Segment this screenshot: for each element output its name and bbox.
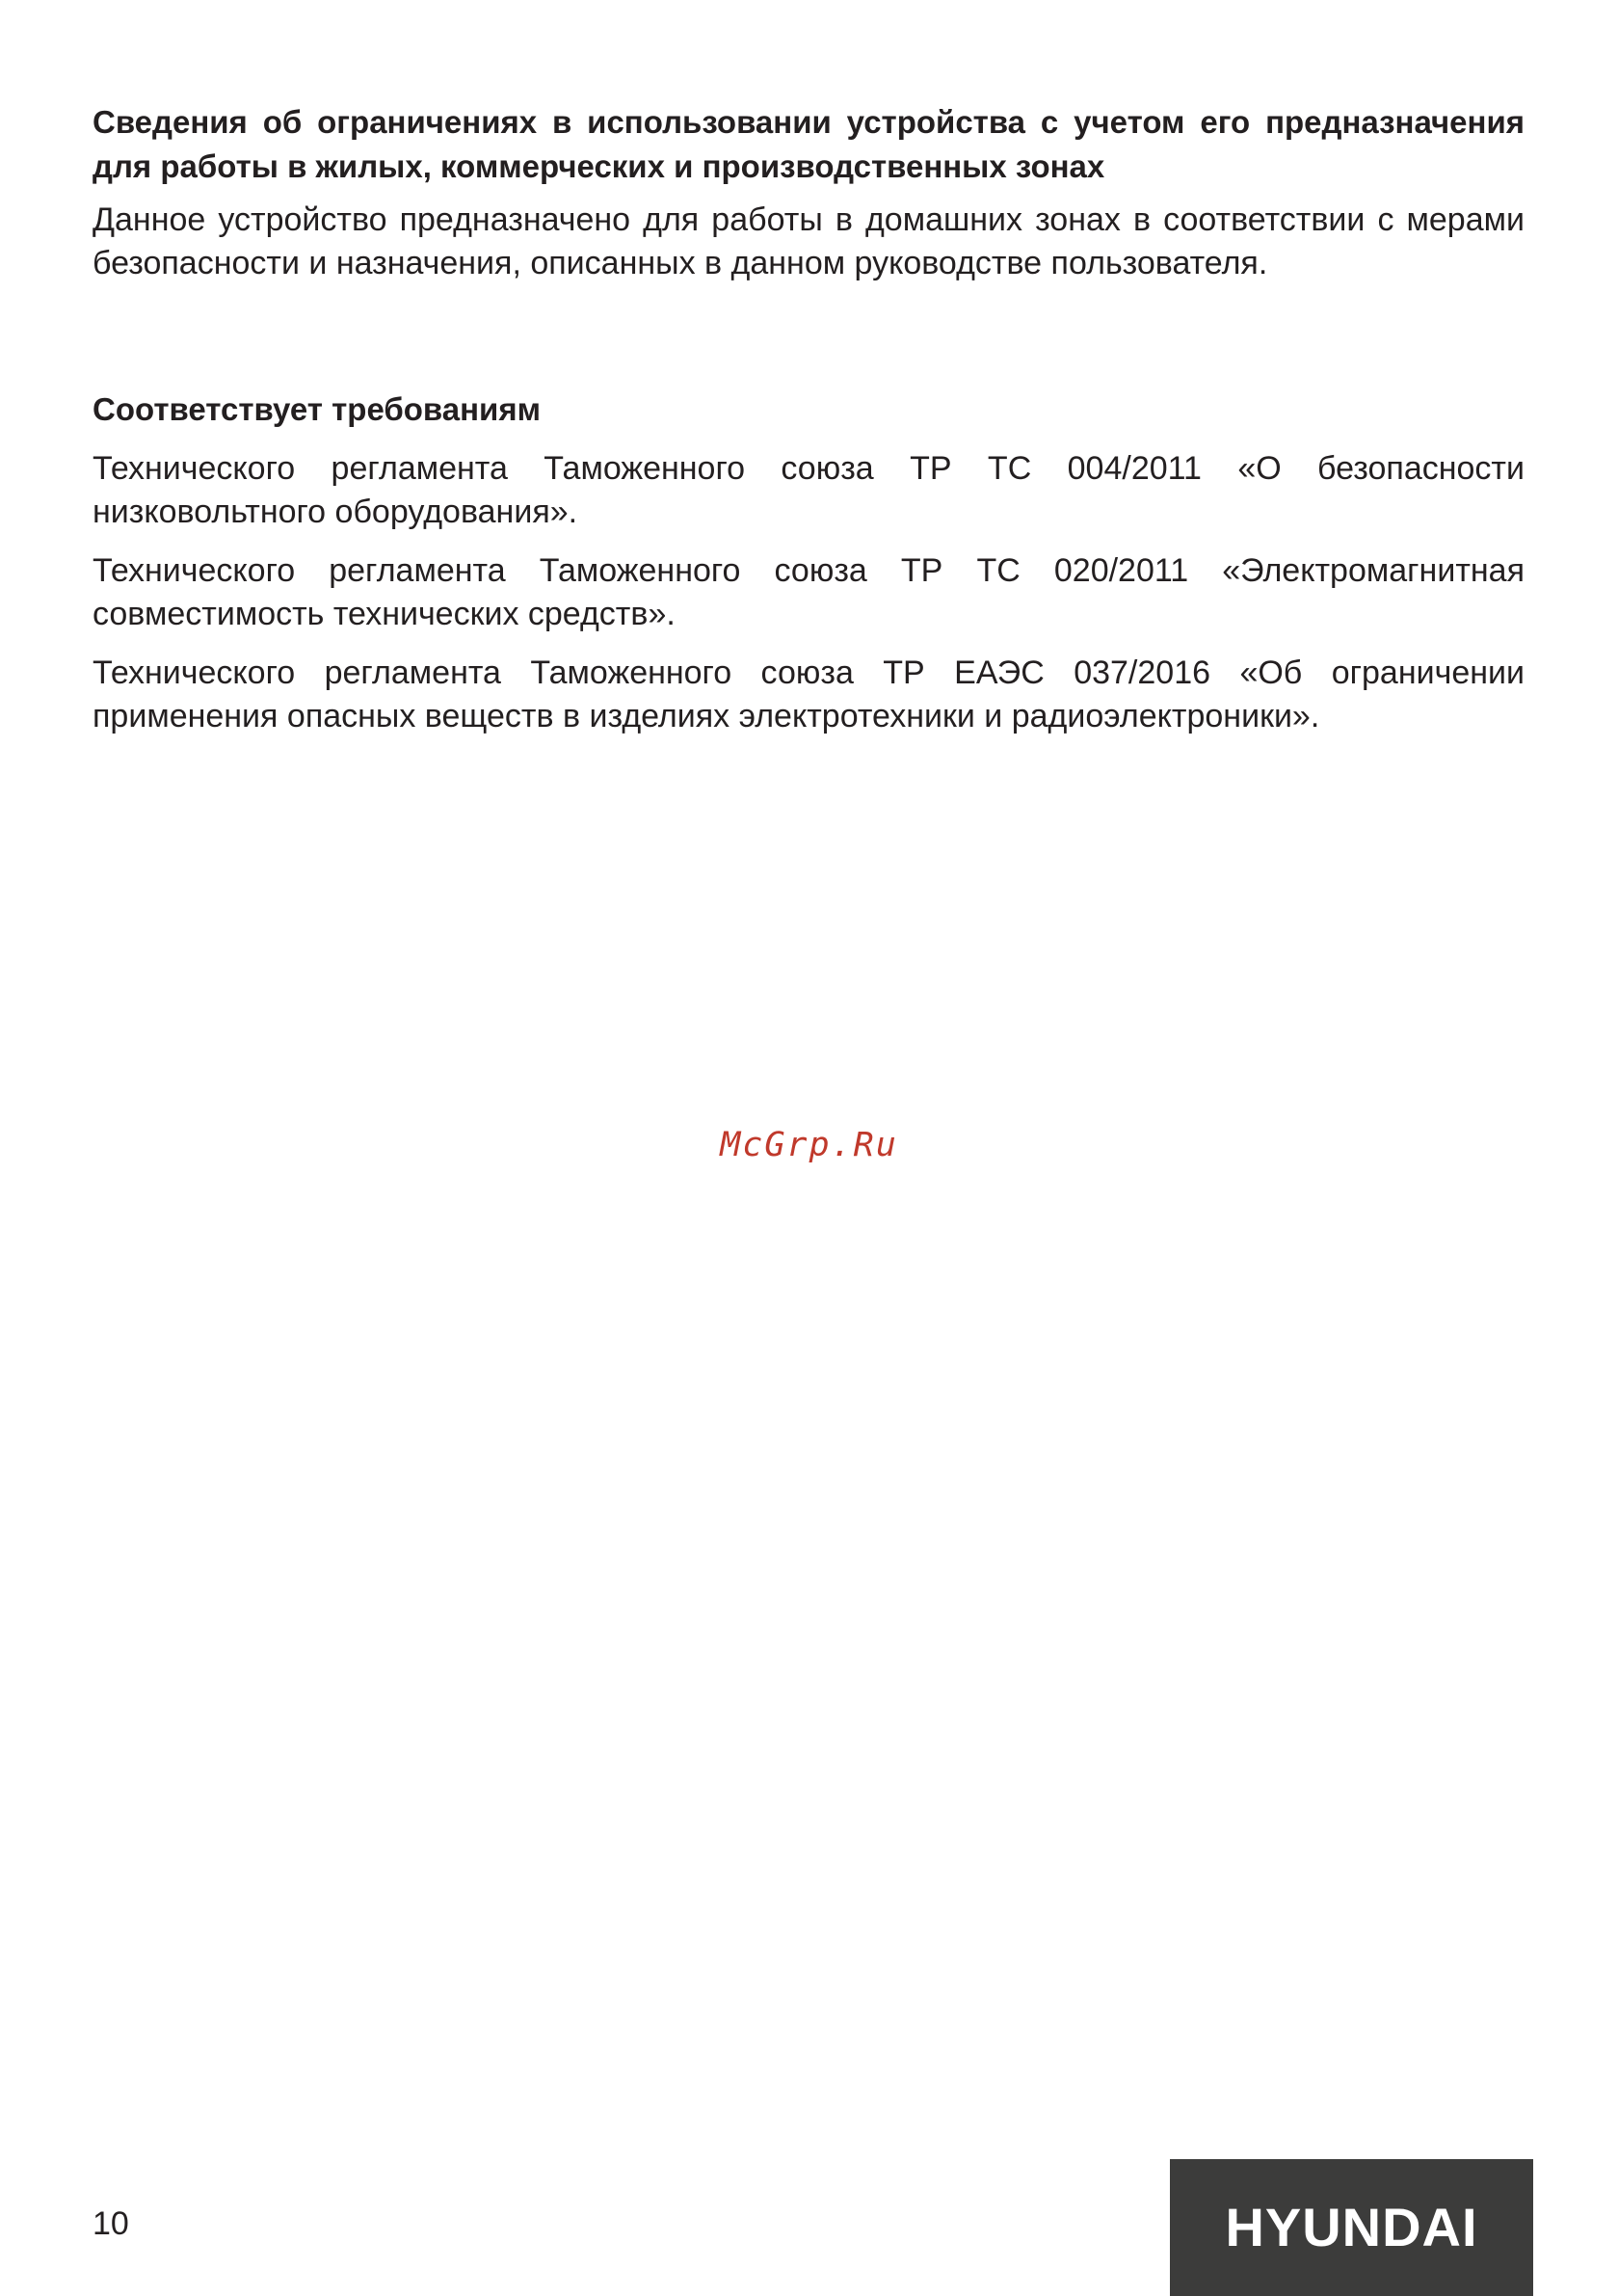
compliance-heading: Соответствует требованиям <box>93 391 541 427</box>
restrictions-section <box>93 100 1525 285</box>
compliance-item: Технического регламента Таможенного союза ТР ТС 020/2011 «Электромагнитная совместимость технических средств». <box>93 552 1525 632</box>
brand-logo-text: HYUNDAI <box>1225 2196 1478 2257</box>
brand-logo <box>1170 2159 1533 2296</box>
restrictions-heading: Сведения об ограничениях в использовании устройства с учетом его предназначения для работы в жилых, коммерческих и производственных зонах <box>93 104 1525 184</box>
watermark-link[interactable]: McGrp.Ru <box>720 1126 898 1164</box>
restrictions-text: Данное устройство предназначено для работы в домашних зонах в соответствии с мерами безопасности и назначения, описанных в данном руководстве пользователя. <box>93 201 1525 281</box>
compliance-item: Технического регламента Таможенного союза ТР ЕАЭС 037/2016 «Об ограничении применения опасных веществ в изделиях электротехники и радиоэлектроники». <box>93 654 1525 734</box>
page-number: 10 <box>93 2205 129 2242</box>
page-content <box>93 100 1525 738</box>
compliance-section <box>93 387 1525 738</box>
compliance-item: Технического регламента Таможенного союза ТР ТС 004/2011 «О безопасности низковольтного оборудования». <box>93 450 1525 530</box>
